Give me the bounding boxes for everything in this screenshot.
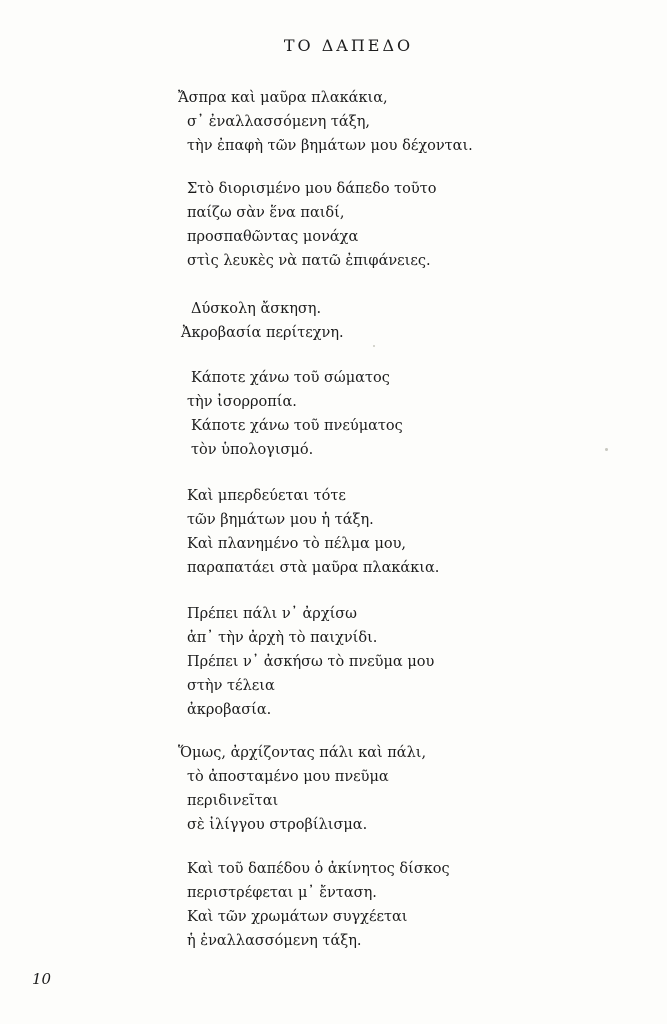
paper-speck — [373, 345, 375, 347]
poem-line: Ὅμως, ἀρχίζοντας πάλι καὶ πάλι, — [178, 745, 427, 761]
stanza-3 — [181, 297, 344, 345]
poem-line: Πρέπει πάλι ν᾽ ἀρχίσω — [187, 606, 358, 622]
stanza-8 — [187, 857, 450, 953]
poem-line: ἀκροβασία. — [187, 702, 272, 718]
poem-line: Καὶ τοῦ δαπέδου ὁ ἀκίνητος δίσκος — [187, 861, 450, 877]
stanza-7 — [178, 741, 427, 837]
poem-line: Στὸ διορισμένο μου δάπεδο τοῦτο — [187, 181, 437, 197]
poem-line: ἀπ᾽ τὴν ἀρχὴ τὸ παιχνίδι. — [187, 630, 378, 646]
poem-line: Καὶ πλανημένο τὸ πέλμα μου, — [187, 536, 407, 552]
poem-line: στὴν τέλεια — [187, 678, 275, 694]
poem-line: Ἀκροβασία περίτεχνη. — [181, 325, 344, 341]
poem-line: Καὶ τῶν χρωμάτων συγχέεται — [187, 909, 408, 925]
poem-line: τὸ ἀποσταμένο μου πνεῦμα — [187, 769, 389, 785]
poem-line: Δύσκολη ἄσκηση. — [191, 301, 322, 317]
poem-line: παίζω σὰν ἕνα παιδί, — [187, 205, 345, 221]
poem-title: ΤΟ ΔΑΠΕΔΟ — [283, 36, 414, 55]
poem-line: στὶς λευκὲς νὰ πατῶ ἐπιφάνειες. — [187, 253, 431, 269]
poem-line: τὴν ἐπαφὴ τῶν βημάτων μου δέχονται. — [187, 138, 473, 154]
poem-line: παραπατάει στὰ μαῦρα πλακάκια. — [187, 560, 440, 576]
poem-line: περιστρέφεται μ᾽ ἔνταση. — [187, 885, 377, 901]
stanza-5 — [187, 484, 439, 580]
stanza-2 — [187, 177, 436, 273]
poem-line: Πρέπει ν᾽ ἀσκήσω τὸ πνεῦμα μου — [187, 654, 435, 670]
poem-line: ἡ ἐναλλασσόμενη τάξη. — [187, 933, 362, 949]
stanza-6 — [187, 602, 434, 722]
poem-line: Καὶ μπερδεύεται τότε — [187, 488, 346, 504]
poem-line: σὲ ἰλίγγου στροβίλισμα. — [187, 817, 368, 833]
poem-line: Κάποτε χάνω τοῦ σώματος — [191, 370, 390, 386]
stanza-4 — [187, 366, 403, 462]
poem-line: Ἄσπρα καὶ μαῦρα πλακάκια, — [178, 90, 388, 106]
paper-speck — [605, 448, 608, 451]
poem-line: Κάποτε χάνω τοῦ πνεύματος — [191, 418, 403, 434]
poem-line: τῶν βημάτων μου ἡ τάξη. — [187, 512, 374, 528]
poem-line: τὴν ἰσορροπία. — [187, 394, 297, 410]
poem-line: περιδινεῖται — [187, 793, 279, 809]
poem-line: τὸν ὑπολογισμό. — [191, 442, 314, 458]
poem-line: σ᾽ ἐναλλασσόμενη τάξη, — [187, 114, 370, 130]
stanza-1 — [178, 86, 473, 158]
poem-line: προσπαθῶντας μονάχα — [187, 229, 359, 245]
page-number: 10 — [32, 970, 52, 988]
